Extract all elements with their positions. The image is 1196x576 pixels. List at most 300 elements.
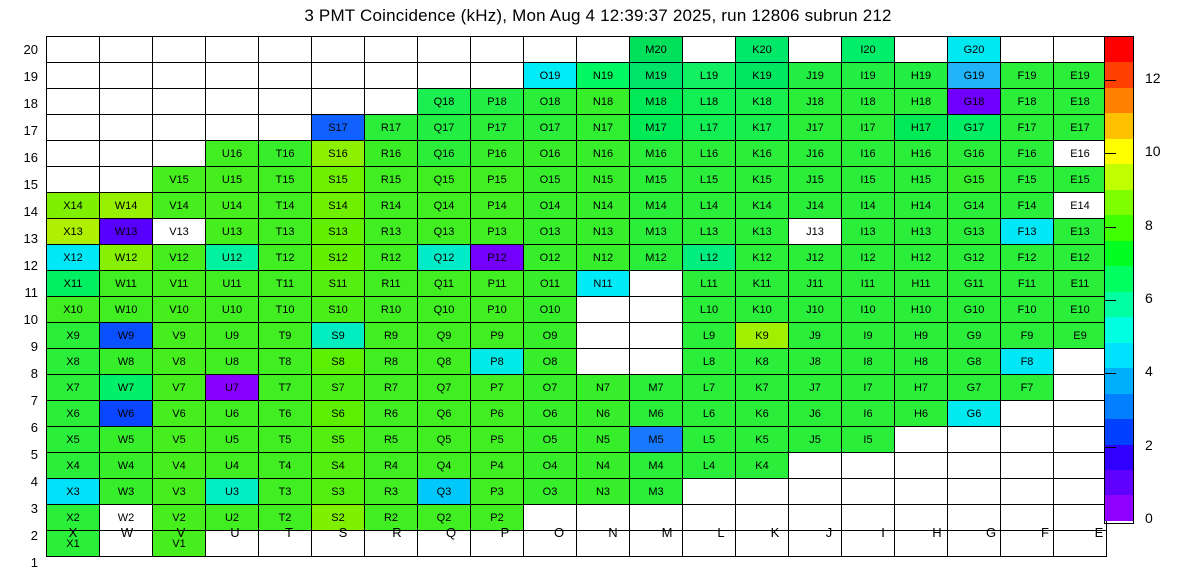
heatmap-cell: Q17 [418, 115, 471, 141]
heatmap-cell-empty [948, 453, 1001, 479]
colorbar-ticks [1133, 30, 1193, 530]
heatmap-cell-empty [100, 141, 153, 167]
heatmap-cell: N5 [577, 427, 630, 453]
heatmap-cell: V13 [153, 219, 206, 245]
heatmap-cell: M12 [630, 245, 683, 271]
heatmap-cell: J7 [789, 375, 842, 401]
heatmap-cell: V8 [153, 349, 206, 375]
x-tick-label: K [770, 525, 780, 540]
heatmap-cell: H14 [895, 193, 948, 219]
heatmap-cell: K13 [736, 219, 789, 245]
heatmap-cell: T7 [259, 375, 312, 401]
table-row [47, 89, 1107, 115]
heatmap-cell: K14 [736, 193, 789, 219]
heatmap-cell: O15 [524, 167, 577, 193]
heatmap-cell-empty [153, 89, 206, 115]
heatmap-cell: M20 [630, 37, 683, 63]
colorbar-segment [1105, 495, 1133, 520]
y-tick-label: 6 [30, 420, 38, 435]
heatmap-cell: G10 [948, 297, 1001, 323]
x-tick-label: R [392, 525, 402, 540]
heatmap-cell-empty [1054, 37, 1107, 63]
heatmap-cell-empty [418, 63, 471, 89]
heatmap-cell-empty [1054, 375, 1107, 401]
heatmap-cell: J6 [789, 401, 842, 427]
heatmap-cell: W14 [100, 193, 153, 219]
heatmap-cell-empty [206, 37, 259, 63]
heatmap-cell: Q12 [418, 245, 471, 271]
heatmap-cell: F13 [1001, 219, 1054, 245]
heatmap-cell: H12 [895, 245, 948, 271]
y-tick-label: 14 [23, 204, 38, 219]
heatmap-cell: G6 [948, 401, 1001, 427]
heatmap-cell: G20 [948, 37, 1001, 63]
heatmap-cell: F19 [1001, 63, 1054, 89]
heatmap-cell: G18 [948, 89, 1001, 115]
colorbar-tick-mark [1104, 447, 1116, 448]
heatmap-cell: X4 [47, 453, 100, 479]
colorbar-tick-label: 8 [1145, 216, 1153, 233]
colorbar-segment [1105, 241, 1133, 266]
heatmap-cell: I19 [842, 63, 895, 89]
heatmap-cell: Q8 [418, 349, 471, 375]
heatmap-cell: L14 [683, 193, 736, 219]
heatmap-cell: W6 [100, 401, 153, 427]
colorbar-tick-mark [1104, 153, 1116, 154]
heatmap-cell: I14 [842, 193, 895, 219]
heatmap-cell: P9 [471, 323, 524, 349]
heatmap-cell: F7 [1001, 375, 1054, 401]
heatmap-cell-empty [683, 479, 736, 505]
heatmap-cell: S3 [312, 479, 365, 505]
heatmap-cell-empty [153, 37, 206, 63]
heatmap-cell-empty [365, 89, 418, 115]
heatmap-cell: S15 [312, 167, 365, 193]
heatmap-cell: S10 [312, 297, 365, 323]
heatmap-cell: P4 [471, 453, 524, 479]
heatmap-cell-empty [100, 89, 153, 115]
heatmap-cell: H6 [895, 401, 948, 427]
heatmap-cell: O6 [524, 401, 577, 427]
heatmap-cell-empty [206, 89, 259, 115]
heatmap-cell: L19 [683, 63, 736, 89]
heatmap-cell: T14 [259, 193, 312, 219]
heatmap-cell: S5 [312, 427, 365, 453]
heatmap-cell: S8 [312, 349, 365, 375]
heatmap-cell: V3 [153, 479, 206, 505]
heatmap-cell-empty [842, 453, 895, 479]
heatmap-cell: U12 [206, 245, 259, 271]
heatmap-cell: G7 [948, 375, 1001, 401]
x-tick-label: N [608, 525, 618, 540]
x-tick-label: U [230, 525, 240, 540]
heatmap-cell: I5 [842, 427, 895, 453]
colorbar-tick-mark [1104, 80, 1116, 81]
heatmap-cell: N17 [577, 115, 630, 141]
heatmap-cell: W4 [100, 453, 153, 479]
heatmap-cell: H13 [895, 219, 948, 245]
heatmap-cell: R16 [365, 141, 418, 167]
heatmap-cell: M15 [630, 167, 683, 193]
heatmap-cell: V15 [153, 167, 206, 193]
heatmap-cell-empty [312, 63, 365, 89]
heatmap-cell: N16 [577, 141, 630, 167]
heatmap-cell: X2 [47, 505, 100, 531]
heatmap-cell-empty [1054, 479, 1107, 505]
x-tick-label: F [1041, 525, 1049, 540]
heatmap-cell: G14 [948, 193, 1001, 219]
heatmap-cell: H11 [895, 271, 948, 297]
y-tick-label: 10 [23, 312, 38, 327]
heatmap-cell: O17 [524, 115, 577, 141]
heatmap-cell: W3 [100, 479, 153, 505]
heatmap-cell: S11 [312, 271, 365, 297]
heatmap-cell: E18 [1054, 89, 1107, 115]
heatmap-cell: T16 [259, 141, 312, 167]
heatmap-cell: F14 [1001, 193, 1054, 219]
table-row [47, 245, 1107, 271]
colorbar-tick-label: 12 [1145, 70, 1161, 86]
heatmap-cell: U10 [206, 297, 259, 323]
heatmap-grid [46, 36, 1107, 557]
heatmap-cell: O18 [524, 89, 577, 115]
heatmap-cell: P8 [471, 349, 524, 375]
heatmap-cell: P17 [471, 115, 524, 141]
heatmap-cell: S4 [312, 453, 365, 479]
y-tick-label: 5 [30, 447, 38, 462]
table-row [47, 323, 1107, 349]
y-tick-label: 4 [30, 474, 38, 489]
heatmap-cell: Q9 [418, 323, 471, 349]
y-tick-label: 19 [23, 69, 38, 84]
heatmap-cell: H19 [895, 63, 948, 89]
heatmap-cell: P16 [471, 141, 524, 167]
heatmap-cell-empty [1001, 479, 1054, 505]
heatmap-cell: L15 [683, 167, 736, 193]
heatmap-cell: V2 [153, 505, 206, 531]
heatmap-cell: W13 [100, 219, 153, 245]
heatmap-cell: T15 [259, 167, 312, 193]
heatmap-cell: S16 [312, 141, 365, 167]
x-tick-label: Q [445, 525, 457, 540]
y-axis-labels [0, 36, 38, 576]
heatmap-cell-empty [418, 37, 471, 63]
table-row [47, 141, 1107, 167]
heatmap-cell: L18 [683, 89, 736, 115]
heatmap-cell: O14 [524, 193, 577, 219]
colorbar-segment [1105, 190, 1133, 215]
heatmap-cell-empty [789, 37, 842, 63]
heatmap-cell-empty [630, 323, 683, 349]
heatmap-cell: K15 [736, 167, 789, 193]
table-row [47, 375, 1107, 401]
table-row [47, 349, 1107, 375]
heatmap-cell-empty [1001, 37, 1054, 63]
heatmap-cell-empty [259, 63, 312, 89]
heatmap-cell: Q2 [418, 505, 471, 531]
x-axis-labels [46, 524, 1126, 542]
heatmap-cell-empty [524, 37, 577, 63]
colorbar-segment [1105, 445, 1133, 470]
heatmap-cell: P15 [471, 167, 524, 193]
heatmap-cell: L11 [683, 271, 736, 297]
x-tick-label: T [285, 525, 293, 540]
heatmap-cell-empty [47, 115, 100, 141]
heatmap-cell: M16 [630, 141, 683, 167]
heatmap-cell-empty [789, 479, 842, 505]
heatmap-cell: M18 [630, 89, 683, 115]
heatmap-cell: P14 [471, 193, 524, 219]
x-tick-label: G [985, 525, 997, 540]
heatmap-cell: V11 [153, 271, 206, 297]
heatmap-cell-empty [736, 479, 789, 505]
table-row [47, 167, 1107, 193]
heatmap-cell: G17 [948, 115, 1001, 141]
heatmap-cell: E12 [1054, 245, 1107, 271]
heatmap-cell: K4 [736, 453, 789, 479]
table-row [47, 401, 1107, 427]
x-tick-label: E [1094, 525, 1104, 540]
heatmap-cell: H10 [895, 297, 948, 323]
heatmap-cell: T4 [259, 453, 312, 479]
heatmap-cell: W2 [100, 505, 153, 531]
heatmap-cell: N18 [577, 89, 630, 115]
y-tick-label: 8 [30, 366, 38, 381]
heatmap-cell-empty [312, 89, 365, 115]
x-tick-label: J [825, 525, 833, 540]
heatmap-cell: P10 [471, 297, 524, 323]
table-row [47, 219, 1107, 245]
heatmap-cell-empty [948, 427, 1001, 453]
colorbar-segment [1105, 394, 1133, 419]
y-tick-label: 12 [23, 258, 38, 273]
heatmap-cell: J8 [789, 349, 842, 375]
heatmap-cell: X7 [47, 375, 100, 401]
heatmap-cell: W12 [100, 245, 153, 271]
heatmap-cell: S14 [312, 193, 365, 219]
heatmap-cell: J17 [789, 115, 842, 141]
heatmap-cell-empty [47, 141, 100, 167]
heatmap-cell-empty [842, 479, 895, 505]
heatmap-cell: U14 [206, 193, 259, 219]
table-row [47, 37, 1107, 63]
heatmap-cell [630, 271, 683, 297]
heatmap-cell: N12 [577, 245, 630, 271]
heatmap-cell-empty [100, 167, 153, 193]
heatmap-cell-empty [471, 63, 524, 89]
colorbar-tick-label: 6 [1145, 290, 1153, 306]
heatmap-cell: R15 [365, 167, 418, 193]
heatmap-cell-empty [1001, 401, 1054, 427]
heatmap-cell-empty [895, 37, 948, 63]
heatmap-cell: X3 [47, 479, 100, 505]
heatmap-cell: E17 [1054, 115, 1107, 141]
heatmap-cell: E13 [1054, 219, 1107, 245]
heatmap-cell: F9 [1001, 323, 1054, 349]
heatmap-cell: F15 [1001, 167, 1054, 193]
heatmap-cell: E11 [1054, 271, 1107, 297]
table-row [47, 427, 1107, 453]
heatmap-cell: I8 [842, 349, 895, 375]
heatmap-cell: Q6 [418, 401, 471, 427]
heatmap-cell: J11 [789, 271, 842, 297]
x-tick-label: W [120, 525, 134, 540]
heatmap-cell-empty [1054, 427, 1107, 453]
heatmap-cell-empty [47, 89, 100, 115]
heatmap-cell: L8 [683, 349, 736, 375]
heatmap-cell: O11 [524, 271, 577, 297]
heatmap-cell-empty [365, 63, 418, 89]
heatmap-cell: W7 [100, 375, 153, 401]
heatmap-cell-empty [206, 63, 259, 89]
heatmap-cell: P3 [471, 479, 524, 505]
table-row [47, 479, 1107, 505]
heatmap-cell: Q10 [418, 297, 471, 323]
heatmap-cell: T6 [259, 401, 312, 427]
y-tick-label: 16 [23, 150, 38, 165]
heatmap-cell-empty [1001, 427, 1054, 453]
heatmap-cell: E14 [1054, 193, 1107, 219]
heatmap-cell: H15 [895, 167, 948, 193]
colorbar-segment [1105, 317, 1133, 342]
heatmap-cell: F16 [1001, 141, 1054, 167]
heatmap-cell: T12 [259, 245, 312, 271]
heatmap-cell: Q4 [418, 453, 471, 479]
heatmap-cell: S7 [312, 375, 365, 401]
table-row [47, 453, 1107, 479]
heatmap-cell: T13 [259, 219, 312, 245]
heatmap-cell: R2 [365, 505, 418, 531]
heatmap-cell: L10 [683, 297, 736, 323]
colorbar-segment [1105, 62, 1133, 87]
x-tick-label: I [881, 525, 885, 540]
heatmap-cell: Q18 [418, 89, 471, 115]
heatmap-cell: Q13 [418, 219, 471, 245]
heatmap-cell: U16 [206, 141, 259, 167]
heatmap-cell: O9 [524, 323, 577, 349]
heatmap-cell: O13 [524, 219, 577, 245]
heatmap-cell: T10 [259, 297, 312, 323]
heatmap-cell: J12 [789, 245, 842, 271]
heatmap-cell: G19 [948, 63, 1001, 89]
x-tick-label: V [176, 525, 186, 540]
heatmap-cell: Q11 [418, 271, 471, 297]
heatmap-cell: Q3 [418, 479, 471, 505]
heatmap-cell: K16 [736, 141, 789, 167]
heatmap-cell: F12 [1001, 245, 1054, 271]
heatmap-cell: U15 [206, 167, 259, 193]
heatmap-cell: O7 [524, 375, 577, 401]
heatmap-cell: T5 [259, 427, 312, 453]
heatmap-cell-empty [153, 115, 206, 141]
heatmap-cell: K20 [736, 37, 789, 63]
heatmap-cell: G13 [948, 219, 1001, 245]
heatmap-cell: Q16 [418, 141, 471, 167]
heatmap-cell: K10 [736, 297, 789, 323]
heatmap-cell: S2 [312, 505, 365, 531]
y-tick-label: 1 [30, 555, 38, 570]
x-tick-label: L [717, 525, 725, 540]
heatmap-cell: L6 [683, 401, 736, 427]
heatmap-cell: S9 [312, 323, 365, 349]
heatmap-cell: T11 [259, 271, 312, 297]
heatmap-cell: I9 [842, 323, 895, 349]
heatmap-cell: G9 [948, 323, 1001, 349]
heatmap-cell-empty [1054, 453, 1107, 479]
heatmap-cell: U13 [206, 219, 259, 245]
heatmap-cell-empty [895, 453, 948, 479]
colorbar [1104, 36, 1134, 524]
colorbar-segment [1105, 266, 1133, 291]
table-row [47, 115, 1107, 141]
heatmap-cell: K11 [736, 271, 789, 297]
heatmap-cell: X11 [47, 271, 100, 297]
table-row [47, 271, 1107, 297]
heatmap-cell: E16 [1054, 141, 1107, 167]
heatmap-cell: N11 [577, 271, 630, 297]
heatmap-cell-empty [577, 37, 630, 63]
heatmap-cell: M5 [630, 427, 683, 453]
heatmap-cell-empty [365, 37, 418, 63]
heatmap-cell: W8 [100, 349, 153, 375]
heatmap-cell: M19 [630, 63, 683, 89]
heatmap-cell: O3 [524, 479, 577, 505]
heatmap-cell: K17 [736, 115, 789, 141]
table-row [47, 297, 1107, 323]
heatmap-cell: K8 [736, 349, 789, 375]
table-row [47, 63, 1107, 89]
heatmap-cell: T3 [259, 479, 312, 505]
heatmap-cell-empty [683, 37, 736, 63]
heatmap-cell: R17 [365, 115, 418, 141]
heatmap-cell: Q7 [418, 375, 471, 401]
heatmap-cell: I18 [842, 89, 895, 115]
heatmap-cell: T8 [259, 349, 312, 375]
heatmap-cell: T2 [259, 505, 312, 531]
heatmap-cell: M14 [630, 193, 683, 219]
heatmap-cell: P11 [471, 271, 524, 297]
heatmap-cell: O8 [524, 349, 577, 375]
y-tick-label: 3 [30, 501, 38, 516]
heatmap-cell: W10 [100, 297, 153, 323]
heatmap-cell: F11 [1001, 271, 1054, 297]
colorbar-segment [1105, 215, 1133, 240]
x-tick-label: O [553, 525, 565, 540]
heatmap-cell-empty [789, 453, 842, 479]
heatmap-cell: L17 [683, 115, 736, 141]
heatmap-cell: N14 [577, 193, 630, 219]
heatmap-cell: V4 [153, 453, 206, 479]
heatmap-cell: I15 [842, 167, 895, 193]
heatmap-cell: H17 [895, 115, 948, 141]
heatmap-cell: R14 [365, 193, 418, 219]
heatmap-cell: M13 [630, 219, 683, 245]
heatmap-cell: R9 [365, 323, 418, 349]
heatmap-cell: X12 [47, 245, 100, 271]
heatmap-cell: R12 [365, 245, 418, 271]
heatmap-cell: P2 [471, 505, 524, 531]
heatmap-cell: P18 [471, 89, 524, 115]
heatmap-cell: V10 [153, 297, 206, 323]
heatmap-cell: F8 [1001, 349, 1054, 375]
y-tick-label: 11 [24, 285, 38, 300]
heatmap-cell: L12 [683, 245, 736, 271]
heatmap-cell-empty [259, 115, 312, 141]
heatmap-cell: R8 [365, 349, 418, 375]
heatmap-cell-empty [312, 37, 365, 63]
heatmap-cell: V5 [153, 427, 206, 453]
heatmap-cell: U9 [206, 323, 259, 349]
